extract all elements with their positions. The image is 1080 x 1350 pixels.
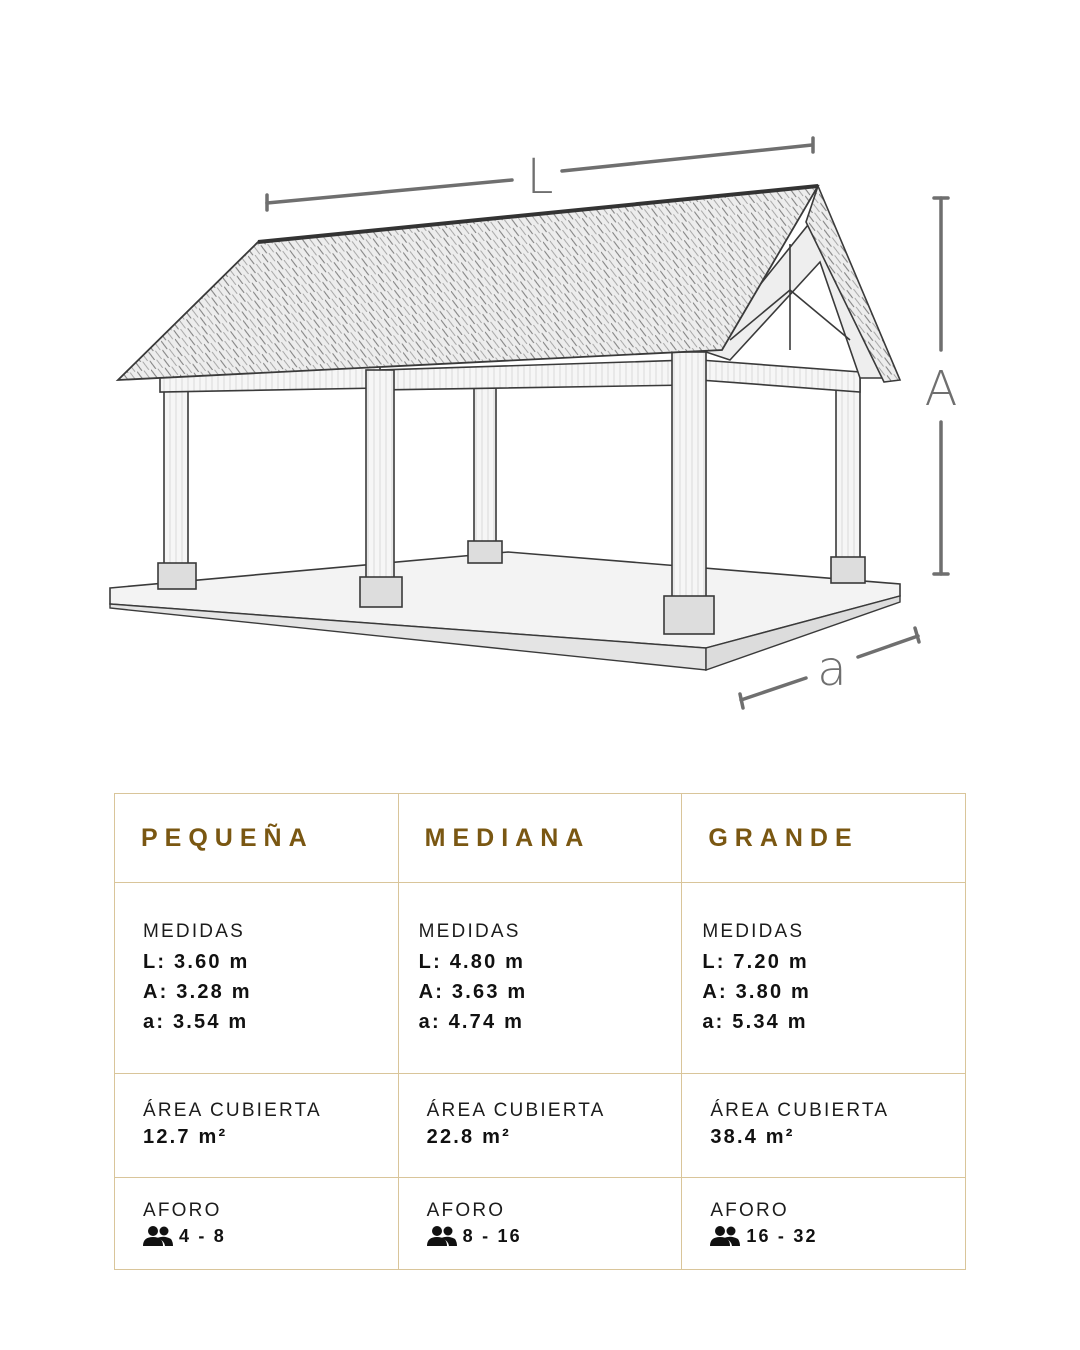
capacity-value: 8 - 16: [462, 1226, 522, 1246]
length-value: L: 7.20 m: [702, 951, 809, 973]
capacity-cell: [682, 1178, 966, 1270]
area-cell: [682, 1074, 966, 1178]
area-value: 12.7 m²: [143, 1126, 228, 1148]
column-header-medium: [398, 794, 682, 883]
dimension-label-width: a: [817, 641, 847, 697]
floor-slab: [110, 552, 900, 670]
size-name: PEQUEÑA: [141, 823, 314, 852]
people-icon: [710, 1225, 740, 1247]
area-label: ÁREA CUBIERTA: [426, 1100, 606, 1121]
length-value: L: 4.80 m: [418, 951, 526, 973]
measurements-label: MEDIDAS: [143, 921, 245, 942]
capacity-cell: [398, 1178, 682, 1270]
dimension-label-height: A: [924, 361, 958, 417]
size-name: GRANDE: [708, 823, 859, 852]
capacity-cell: [115, 1178, 399, 1270]
table-header-row: [115, 794, 966, 883]
people-icon: [427, 1225, 457, 1247]
measurements-cell: [682, 883, 966, 1074]
height-value: A: 3.63 m: [418, 981, 528, 1003]
column-header-large: [682, 794, 966, 883]
table-row-capacity: [115, 1178, 966, 1270]
dimension-label-length: L: [526, 149, 554, 205]
width-value: a: 3.54 m: [143, 1011, 249, 1033]
capacity-value: 4 - 8: [179, 1226, 227, 1246]
capacity-label: AFORO: [143, 1200, 222, 1221]
height-value: A: 3.80 m: [702, 981, 812, 1003]
area-label: ÁREA CUBIERTA: [710, 1100, 890, 1121]
width-value: a: 4.74 m: [418, 1011, 525, 1033]
area-value: 22.8 m²: [426, 1126, 511, 1148]
size-comparison-table: [114, 793, 966, 1270]
people-icon: [143, 1225, 173, 1247]
height-value: A: 3.28 m: [143, 981, 252, 1003]
area-label: ÁREA CUBIERTA: [143, 1100, 322, 1121]
capacity-value: 16 - 32: [746, 1226, 818, 1246]
capacity-label: AFORO: [710, 1200, 789, 1221]
size-name: MEDIANA: [424, 823, 591, 852]
measurements-cell: [115, 883, 399, 1074]
table-row-area: [115, 1074, 966, 1178]
area-cell: [115, 1074, 399, 1178]
length-value: L: 3.60 m: [143, 951, 250, 973]
area-value: 38.4 m²: [710, 1126, 795, 1148]
width-value: a: 5.34 m: [702, 1011, 808, 1033]
column-header-small: [115, 794, 399, 883]
measurements-label: MEDIDAS: [418, 921, 521, 942]
measurements-cell: [398, 883, 682, 1074]
measurements-label: MEDIDAS: [702, 921, 805, 942]
capacity-label: AFORO: [426, 1200, 506, 1221]
table-row-measurements: [115, 883, 966, 1074]
area-cell: [398, 1074, 682, 1178]
